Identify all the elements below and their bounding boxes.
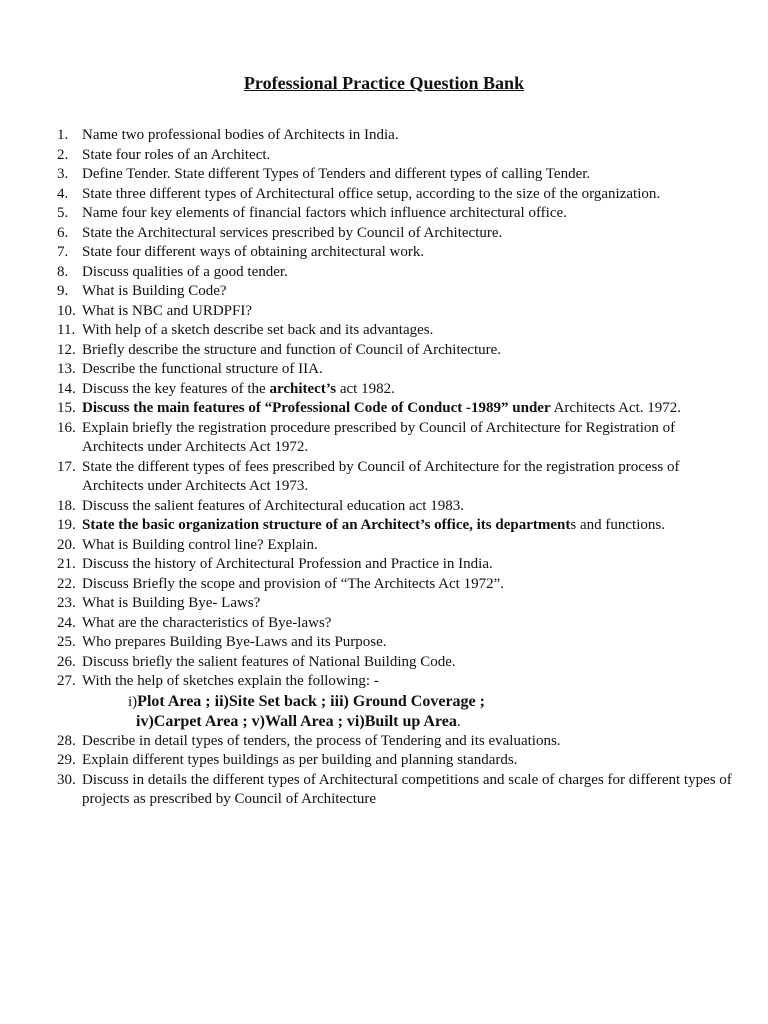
question-item	[57, 224, 737, 244]
question-text: Who prepares Building Bye-Laws and its Purpose.	[82, 634, 387, 650]
question-text: Explain briefly the registration procedure prescribed by Council of Architecture for Registration of Architects under Architects Act 1972.	[82, 419, 676, 455]
question-number: 26.	[57, 653, 76, 670]
question-number: 16.	[57, 419, 76, 436]
question-text-bold: architect’s	[269, 380, 337, 397]
question-text: Define Tender. State different Types of Tenders and different types of calling Tender.	[82, 166, 591, 182]
question-item	[57, 380, 737, 400]
question-text: With help of a sketch describe set back and its advantages.	[82, 322, 434, 338]
question-number: 9.	[57, 283, 69, 299]
question-text: What is Building Bye- Laws?	[82, 595, 261, 611]
question-list	[57, 126, 737, 810]
question-item	[57, 633, 737, 653]
question-text: With the help of sketches explain the following: -	[82, 673, 379, 689]
question-number: 17.	[57, 458, 76, 475]
question-text-bold: State the basic organization structure of an Architect’s office, its department	[82, 517, 571, 533]
question-text: Name two professional bodies of Architects in India.	[82, 127, 399, 143]
question-number: 20.	[57, 536, 76, 553]
question-number: 1.	[57, 127, 69, 143]
question-number: 8.	[57, 263, 69, 280]
question-text: Describe in detail types of tenders, the process of Tendering and its evaluations.	[82, 732, 561, 749]
question-number: 7.	[57, 244, 69, 260]
question-text: State three different types of Architectural office setup, according to the size of the organization.	[82, 185, 661, 202]
question-item	[57, 321, 737, 341]
question-item	[57, 594, 737, 614]
question-text: State four different ways of obtaining architectural work.	[82, 244, 425, 260]
q27-sub-prefix: i)	[128, 693, 138, 710]
question-text: Briefly describe the structure and function of Council of Architecture.	[82, 341, 502, 358]
document-title: Professional Practice Question Bank	[243, 73, 525, 93]
question-text	[82, 399, 737, 419]
question-text-part: act 1982.	[336, 380, 395, 397]
question-text: State four roles of an Architect.	[82, 146, 271, 163]
question-number: 13.	[57, 361, 76, 377]
question-item	[57, 165, 737, 185]
question-item	[57, 555, 737, 575]
question-text-part: s and functions.	[570, 517, 665, 533]
question-item	[57, 146, 737, 166]
question-text-bold: Discuss the main features of “Professional Code of Conduct -1989” under	[82, 400, 551, 416]
question-number: 28.	[57, 732, 76, 749]
question-text: State the Architectural services prescribed by Council of Architecture.	[82, 224, 503, 241]
question-number: 19.	[57, 517, 76, 533]
question-text: Discuss Briefly the scope and provision of “The Architects Act 1972”.	[82, 575, 504, 592]
question-item	[57, 419, 737, 458]
question-item	[57, 672, 737, 692]
question-number: 25.	[57, 634, 76, 650]
question-text: Discuss briefly the salient features of National Building Code.	[82, 653, 456, 670]
question-item	[57, 204, 737, 224]
question-item	[57, 360, 737, 380]
question-number: 30.	[57, 771, 76, 788]
question-item	[57, 126, 737, 146]
q27-sub-line-1	[57, 692, 737, 712]
question-item	[57, 341, 737, 361]
q27-sub-line-2	[57, 712, 737, 732]
question-item	[57, 243, 737, 263]
question-text: What are the characteristics of Bye-laws?	[82, 614, 332, 631]
question-number: 23.	[57, 595, 76, 611]
question-number: 27.	[57, 673, 76, 689]
question-item	[57, 516, 737, 536]
question-text: What is Building control line? Explain.	[82, 536, 318, 553]
question-item	[57, 771, 737, 810]
question-number: 11.	[57, 322, 76, 338]
question-number: 18.	[57, 497, 76, 514]
question-item	[57, 185, 737, 205]
question-text: Discuss in details the different types of Architectural competitions and scale of charges for different types of projects as prescribed by Council of Architecture	[82, 771, 732, 807]
question-text: What is NBC and URDPFI?	[82, 302, 252, 319]
question-text: Name four key elements of financial factors which influence architectural office.	[82, 205, 567, 221]
question-number: 14.	[57, 380, 76, 397]
q27-sub-suffix: .	[456, 713, 461, 730]
question-number: 5.	[57, 205, 69, 221]
question-text: Describe the functional structure of IIA.	[82, 361, 323, 377]
question-item	[57, 282, 737, 302]
q27-sub-bold: iv)Carpet Area ; v)Wall Area ; vi)Built up Area	[136, 712, 457, 730]
question-number: 29.	[57, 752, 76, 768]
question-item	[57, 497, 737, 517]
question-item	[57, 263, 737, 283]
question-text	[82, 516, 737, 536]
question-number: 12.	[57, 341, 76, 358]
question-number: 21.	[57, 556, 76, 572]
question-item	[57, 536, 737, 556]
question-text-part: Discuss the key features of the	[82, 380, 270, 397]
question-item	[57, 575, 737, 595]
question-number: 10.	[57, 302, 76, 319]
q27-sub-bold: Plot Area ; ii)Site Set back ; iii) Ground Coverage ;	[137, 692, 485, 710]
question-number: 3.	[57, 166, 69, 182]
question-number: 22.	[57, 575, 76, 592]
question-text: Discuss qualities of a good tender.	[82, 263, 288, 280]
question-number: 4.	[57, 185, 69, 202]
question-text	[82, 380, 737, 400]
question-item	[57, 302, 737, 322]
question-item	[57, 751, 737, 771]
question-item	[57, 614, 737, 634]
question-text: Discuss the history of Architectural Profession and Practice in India.	[82, 556, 493, 572]
question-text: What is Building Code?	[82, 283, 227, 299]
question-number: 15.	[57, 400, 76, 416]
question-text: State the different types of fees prescribed by Council of Architecture for the registration process of Architects under Architects Act 1973.	[82, 458, 680, 494]
question-number: 24.	[57, 614, 76, 631]
question-text-part: Architects Act. 1972.	[550, 400, 682, 416]
question-text: Discuss the salient features of Architectural education act 1983.	[82, 497, 464, 514]
question-item	[57, 653, 737, 673]
question-number: 2.	[57, 146, 69, 163]
question-number: 6.	[57, 224, 69, 241]
question-item	[57, 399, 737, 419]
question-item	[57, 458, 737, 497]
question-text: Explain different types buildings as per building and planning standards.	[82, 752, 518, 768]
question-item	[57, 732, 737, 752]
